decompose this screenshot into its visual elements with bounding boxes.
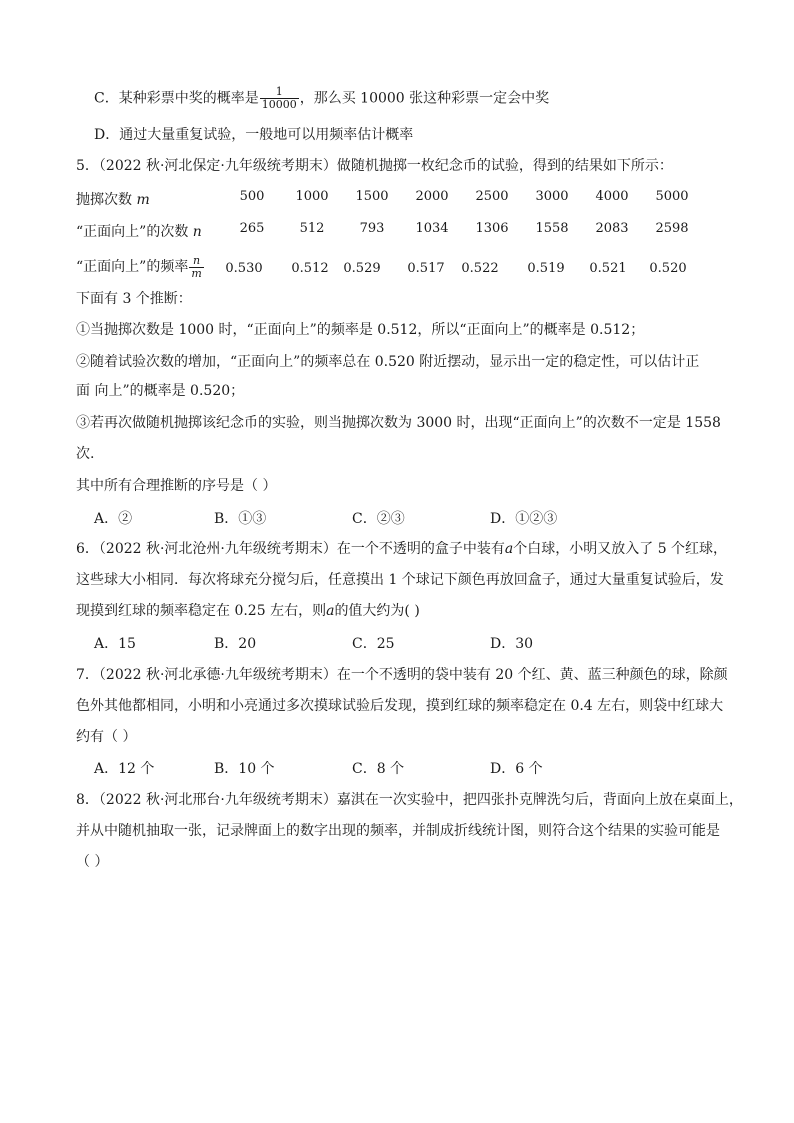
row-header-heads-frequency-label: “正面向上”的频率	[76, 259, 189, 275]
q6-stem-line1	[76, 539, 727, 559]
table-cell: 3000	[535, 189, 569, 204]
q6-stem-line3	[76, 601, 420, 621]
q7-stem-line2: 色外其他都相同，小明和小亮通过多次摸球试验后发现，摸到红球的频率稳定在 0.4 左右，则袋中红球大	[76, 698, 724, 714]
table-cell: 0.522	[461, 261, 499, 276]
q6-option-c[interactable]: C．25	[352, 636, 395, 652]
q5-option-b[interactable]: B．①③	[214, 511, 267, 527]
probability-fraction	[260, 86, 299, 111]
var-a: a	[326, 603, 335, 619]
fraction-numerator: 1	[260, 86, 299, 99]
table-cell: 2500	[475, 189, 509, 204]
q5-stem: 5．（2022 秋·河北保定·九年级统考期末）做随机抛掷一枚纪念币的试验，得到的结果如下所示：	[76, 158, 673, 174]
table-cell: 793	[359, 221, 385, 236]
table-cell: 500	[239, 189, 265, 204]
q7-option-a[interactable]: A．12 个	[94, 761, 155, 777]
table-cell: 0.521	[589, 261, 627, 276]
q4-option-c	[94, 86, 549, 111]
q6-stem-text: 现摸到红球的频率稳定在 0.25 左右，则	[76, 603, 327, 619]
q5-option-d[interactable]: D．①②③	[490, 511, 558, 527]
q8-stem-line2: 并从中随机抽取一张，记录牌面上的数字出现的频率，并制成折线统计图，则符合这个结果的实验可能是	[76, 823, 720, 839]
q4-option-c-text-end: ，那么买 10000 张这种彩票一定会中奖	[299, 90, 550, 107]
q6-stem-text-end: 个白球，小明又放入了 5 个红球，	[513, 541, 728, 557]
table-cell: 0.520	[649, 261, 687, 276]
q8-stem-line3: （ ）	[76, 854, 109, 870]
row-header-heads-count	[76, 221, 202, 241]
q6-stem-text-end: 的值大约为( )	[334, 603, 420, 619]
row-header-heads-frequency	[76, 247, 205, 287]
table-cell: 1500	[355, 189, 389, 204]
q6-option-a[interactable]: A．15	[94, 636, 136, 652]
q7-stem-line1: 7．（2022 秋·河北承德·九年级统考期末）在一个不透明的袋中装有 20 个红、黄、蓝三种颜色的球，除颜	[76, 667, 728, 683]
table-cell: 2083	[595, 221, 629, 236]
q5-statement-3: ③若再次做随机抛掷该纪念币的实验，则当抛掷次数为 3000 时，出现“正面向上”的次数不一定是 1558	[76, 415, 721, 431]
table-cell: 2000	[415, 189, 449, 204]
q5-statement-1: ①当抛掷次数是 1000 时，“正面向上”的频率是 0.512，所以“正面向上”的概率是 0.512；	[76, 322, 645, 338]
table-cell: 1306	[475, 221, 509, 236]
fraction-denominator: 10000	[261, 98, 297, 111]
frequency-fraction	[189, 255, 203, 280]
row-header-throws	[76, 189, 150, 209]
var-m: m	[136, 192, 150, 208]
table-cell: 5000	[655, 189, 689, 204]
table-cell: 2598	[655, 221, 689, 236]
q8-stem-line1: 8．（2022 秋·河北邢台·九年级统考期末）嘉淇在一次实验中，把四张扑克牌洗匀后，背面向上放在桌面上，	[76, 792, 743, 808]
fraction-numerator: n	[189, 255, 203, 268]
q5-statement-3-cont: 次.	[76, 446, 95, 462]
q6-stem-line2: 这些球大小相同．每次将球充分搅匀后，任意摸出 1 个球记下颜色再放回盒子，通过大量重复试验后，发	[76, 572, 724, 588]
q6-option-d[interactable]: D．30	[490, 636, 534, 652]
table-cell: 265	[239, 221, 265, 236]
table-cell: 1558	[535, 221, 569, 236]
q5-question: 其中所有合理推断的序号是（ ）	[76, 478, 277, 494]
table-cell: 0.530	[225, 261, 263, 276]
table-cell: 1034	[415, 221, 449, 236]
q4-option-d: D．通过大量重复试验，一般地可以用频率估计概率	[94, 127, 414, 143]
table-cell: 0.517	[407, 261, 445, 276]
row-header-throws-label: 抛掷次数	[76, 192, 132, 208]
q5-statement-2-cont: 面 向上”的概率是 0.520；	[76, 383, 245, 399]
q7-option-b[interactable]: B．10 个	[214, 761, 275, 777]
table-cell: 512	[299, 221, 325, 236]
q7-stem-line3: 约有（ ）	[76, 729, 137, 745]
q4-option-c-text: C．某种彩票中奖的概率是	[94, 90, 259, 107]
q6-option-b[interactable]: B．20	[214, 636, 257, 652]
table-cell: 0.529	[343, 261, 381, 276]
q7-option-c[interactable]: C．8 个	[352, 761, 405, 777]
q5-intro: 下面有 3 个推断：	[76, 291, 192, 307]
q5-option-c[interactable]: C．②③	[352, 511, 405, 527]
q5-statement-2: ②随着试验次数的增加，“正面向上”的频率总在 0.520 附近摆动，显示出一定的稳定性，可以估计正	[76, 354, 700, 370]
row-header-heads-count-label: “正面向上”的次数	[76, 224, 189, 240]
var-a: a	[504, 541, 514, 557]
fraction-denominator: m	[191, 266, 202, 280]
q5-option-a[interactable]: A．②	[94, 511, 133, 527]
table-cell: 4000	[595, 189, 629, 204]
table-cell: 1000	[295, 189, 329, 204]
table-cell: 0.512	[291, 261, 329, 276]
var-n: n	[192, 224, 202, 240]
q6-stem-text: 6．（2022 秋·河北沧州·九年级统考期末）在一个不透明的盒子中装有	[76, 541, 505, 557]
q7-option-d[interactable]: D．6 个	[490, 761, 543, 777]
table-cell: 0.519	[527, 261, 565, 276]
